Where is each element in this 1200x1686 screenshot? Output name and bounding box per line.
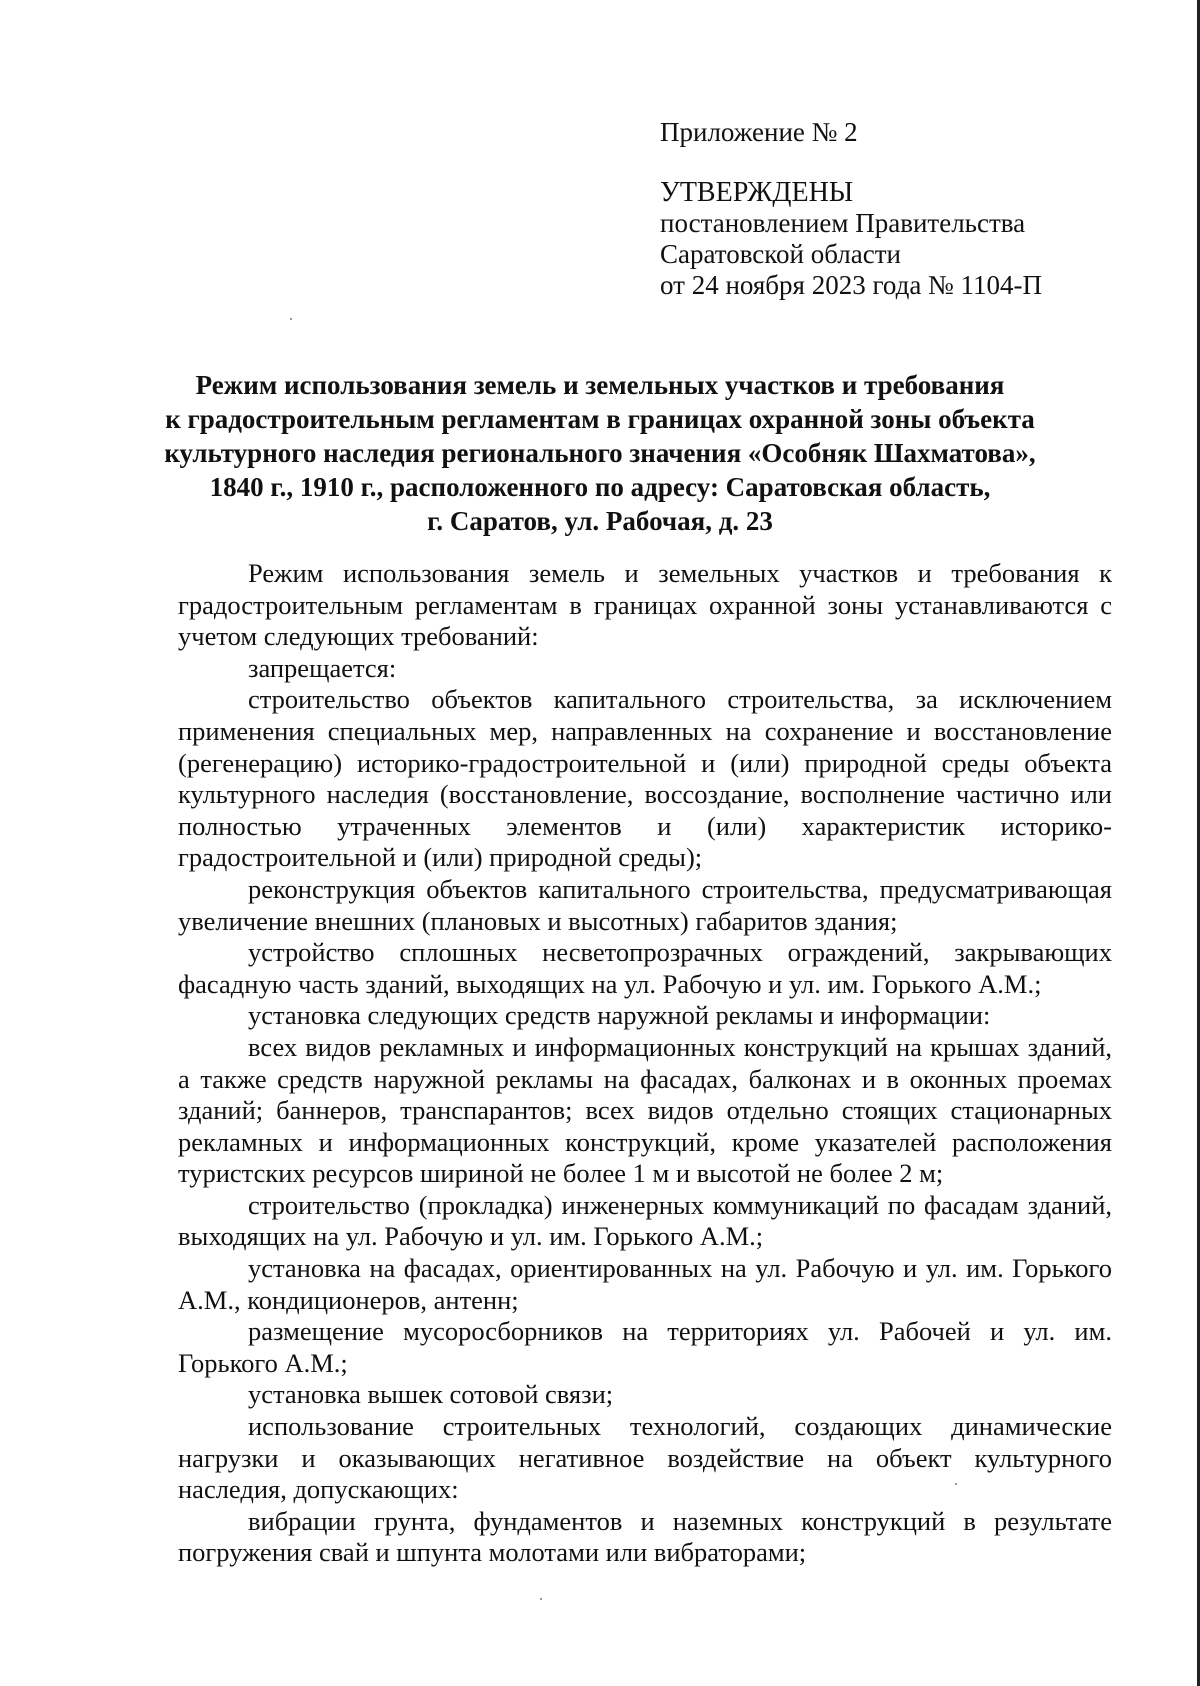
title-line-5: г. Саратов, ул. Рабочая, д. 23	[427, 506, 773, 536]
scan-speck	[955, 1483, 957, 1485]
paragraph-reconstruction: реконструкция объектов капитального строительства, предусматривающая увеличение внешних (плановых и высотных) габаритов здания;	[178, 873, 1112, 936]
paragraph-advertising: установка следующих средств наружной рекламы и информации:	[248, 1000, 991, 1031]
paragraph-technologies: использование строительных технологий, создающих динамические нагрузки и оказывающих негативное воздействие на объект культурного наследия, допускающих:	[178, 1411, 1112, 1505]
paragraph-intro: Режим использования земель и земельных участков и требования к градостроительным регламентам в границах охранной зоны устанавливаются с учетом следующих требований:	[178, 558, 1112, 652]
paragraph-utilities: строительство (прокладка) инженерных коммуникаций по фасадам зданий, выходящих на ул. Рабочую и ул. им. Горького А.М.;	[178, 1189, 1112, 1252]
appendix-number: Приложение № 2	[660, 117, 858, 147]
title-line-4: 1840 г., 1910 г., расположенного по адресу: Саратовская область,	[209, 472, 991, 502]
scan-speck	[290, 318, 292, 320]
approved-heading: УТВЕРЖДЕНЫ	[660, 177, 854, 208]
paragraph-prohibited: запрещается:	[248, 652, 397, 683]
paragraph-cell-towers: установка вышек сотовой связи;	[248, 1379, 614, 1410]
paragraph-vibrations: вибрации грунта, фундаментов и наземных конструкций в результате погружения свай и шпунта молотами или вибраторами;	[178, 1505, 1112, 1568]
approval-line-1: постановлением Правительства	[660, 208, 1026, 238]
document-title	[150, 368, 1050, 538]
paragraph-waste-bins: размещение мусоросборников на территориях ул. Рабочей и ул. им. Горького А.М.;	[178, 1316, 1112, 1378]
paragraph-fences: устройство сплошных несветопрозрачных ограждений, закрывающих фасадную часть зданий, выходящих на ул. Рабочую и ул. им. Горького А.М.;	[178, 937, 1112, 999]
approval-line-3: от 24 ноября 2023 года № 1104-П	[660, 270, 1043, 300]
scan-speck	[540, 1598, 542, 1600]
title-line-2: к градостроительным регламентам в границах охранной зоны объекта	[165, 404, 1035, 434]
approval-block	[660, 117, 1140, 301]
paragraph-advertising-types: всех видов рекламных и информационных конструкций на крышах зданий, а также средств наружной рекламы на фасадах, балконах и в оконных проемах зданий; баннеров, транспарантов; всех видов отдельно стоящих стационарных рекламных и информационных конструкций, кроме указателей расположения туристских ресурсов шириной не более 1 м и высотой не более 2 м;	[178, 1031, 1112, 1189]
approval-line-2: Саратовской области	[660, 239, 901, 269]
paragraph-construction: строительство объектов капитального строительства, за исключением применения специальных мер, направленных на сохранение и восстановление (регенерацию) историко-градостроительной и (или) природной среды объекта культурного наследия (восстановление, воссоздание, восполнение частично или полностью утраченных элементов и (или) характеристик историко-градостроительной и (или) природной среды);	[178, 684, 1112, 873]
title-line-3: культурного наследия регионального значения «Особняк Шахматова»,	[164, 438, 1036, 468]
paragraph-facade-equipment: установка на фасадах, ориентированных на ул. Рабочую и ул. им. Горького А.М., кондиционеров, антенн;	[178, 1253, 1112, 1315]
title-line-1: Режим использования земель и земельных участков и требования	[195, 370, 1005, 400]
document-body	[178, 558, 1112, 1569]
